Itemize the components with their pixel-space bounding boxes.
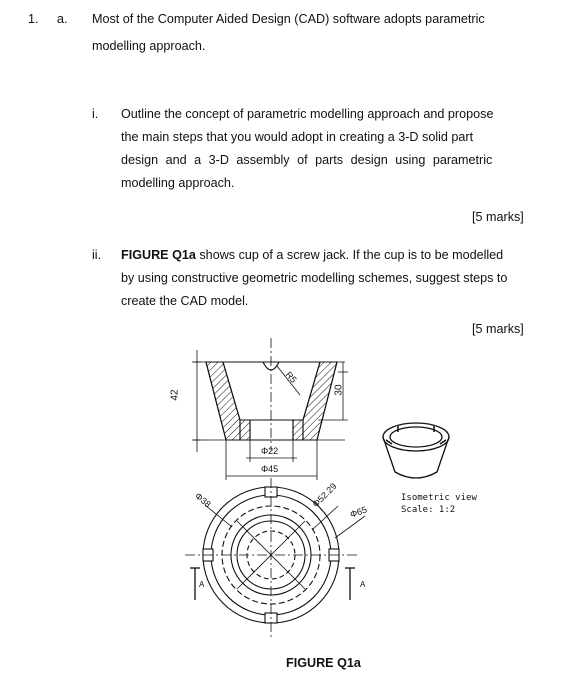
iso-body [383, 437, 449, 478]
subquestion-ii-marks: [5 marks] [472, 322, 524, 336]
subquestion-ii-line-1-rest: shows cup of a screw jack. If the cup is to be modelled [195, 248, 504, 262]
dim-30-label: 30 [333, 384, 345, 396]
subquestion-i-numeral: i. [92, 107, 99, 121]
section-view [192, 338, 348, 480]
subquestion-i-line-3: design and a 3-D assembly of parts design using parametric [121, 153, 493, 167]
question-part: a. [57, 12, 68, 26]
subquestion-i-line-1: Outline the concept of parametric modelling approach and propose [121, 107, 494, 121]
inner-cavity [223, 362, 320, 420]
dim-phi38-label: Φ38 [193, 490, 213, 510]
figure-caption: FIGURE Q1a [286, 656, 361, 670]
subquestion-ii-line-2: by using constructive geometric modelling schemes, suggest steps to [121, 271, 508, 285]
intro-line-1: Most of the Computer Aided Design (CAD) software adopts parametric [92, 12, 485, 26]
phi52-leader [312, 506, 338, 530]
isometric-scale: Scale: 1:2 [401, 505, 456, 515]
subquestion-i-marks: [5 marks] [472, 210, 524, 224]
dim-phi65-label: Φ65 [348, 504, 369, 520]
subquestion-i-line-2: the main steps that you would adopt in creating a 3-D solid part [121, 130, 474, 144]
dim-42-label: 42 [169, 389, 181, 401]
dim-phi45-label: Φ45 [261, 464, 279, 474]
figure-reference: FIGURE Q1a [121, 248, 196, 262]
isometric-label: Isometric view [401, 493, 477, 503]
subquestion-ii-line-3: create the CAD model. [121, 294, 249, 308]
iso-notches [386, 426, 446, 444]
dim-phi52-label: Φ52.29 [310, 481, 339, 510]
subquestion-i-line-4: modelling approach. [121, 176, 235, 190]
section-label-right: A [360, 580, 366, 589]
isometric-view [383, 423, 449, 478]
phi65-leader [335, 516, 365, 538]
phi38-leader [205, 505, 232, 527]
section-label-left: A [199, 580, 205, 589]
question-number: 1. [28, 12, 39, 26]
intro-line-2: modelling approach. [92, 39, 206, 53]
subquestion-ii-numeral: ii. [92, 248, 102, 262]
dim-r5-label: R5 [283, 369, 299, 385]
dim-phi22-label: Φ22 [261, 446, 279, 456]
